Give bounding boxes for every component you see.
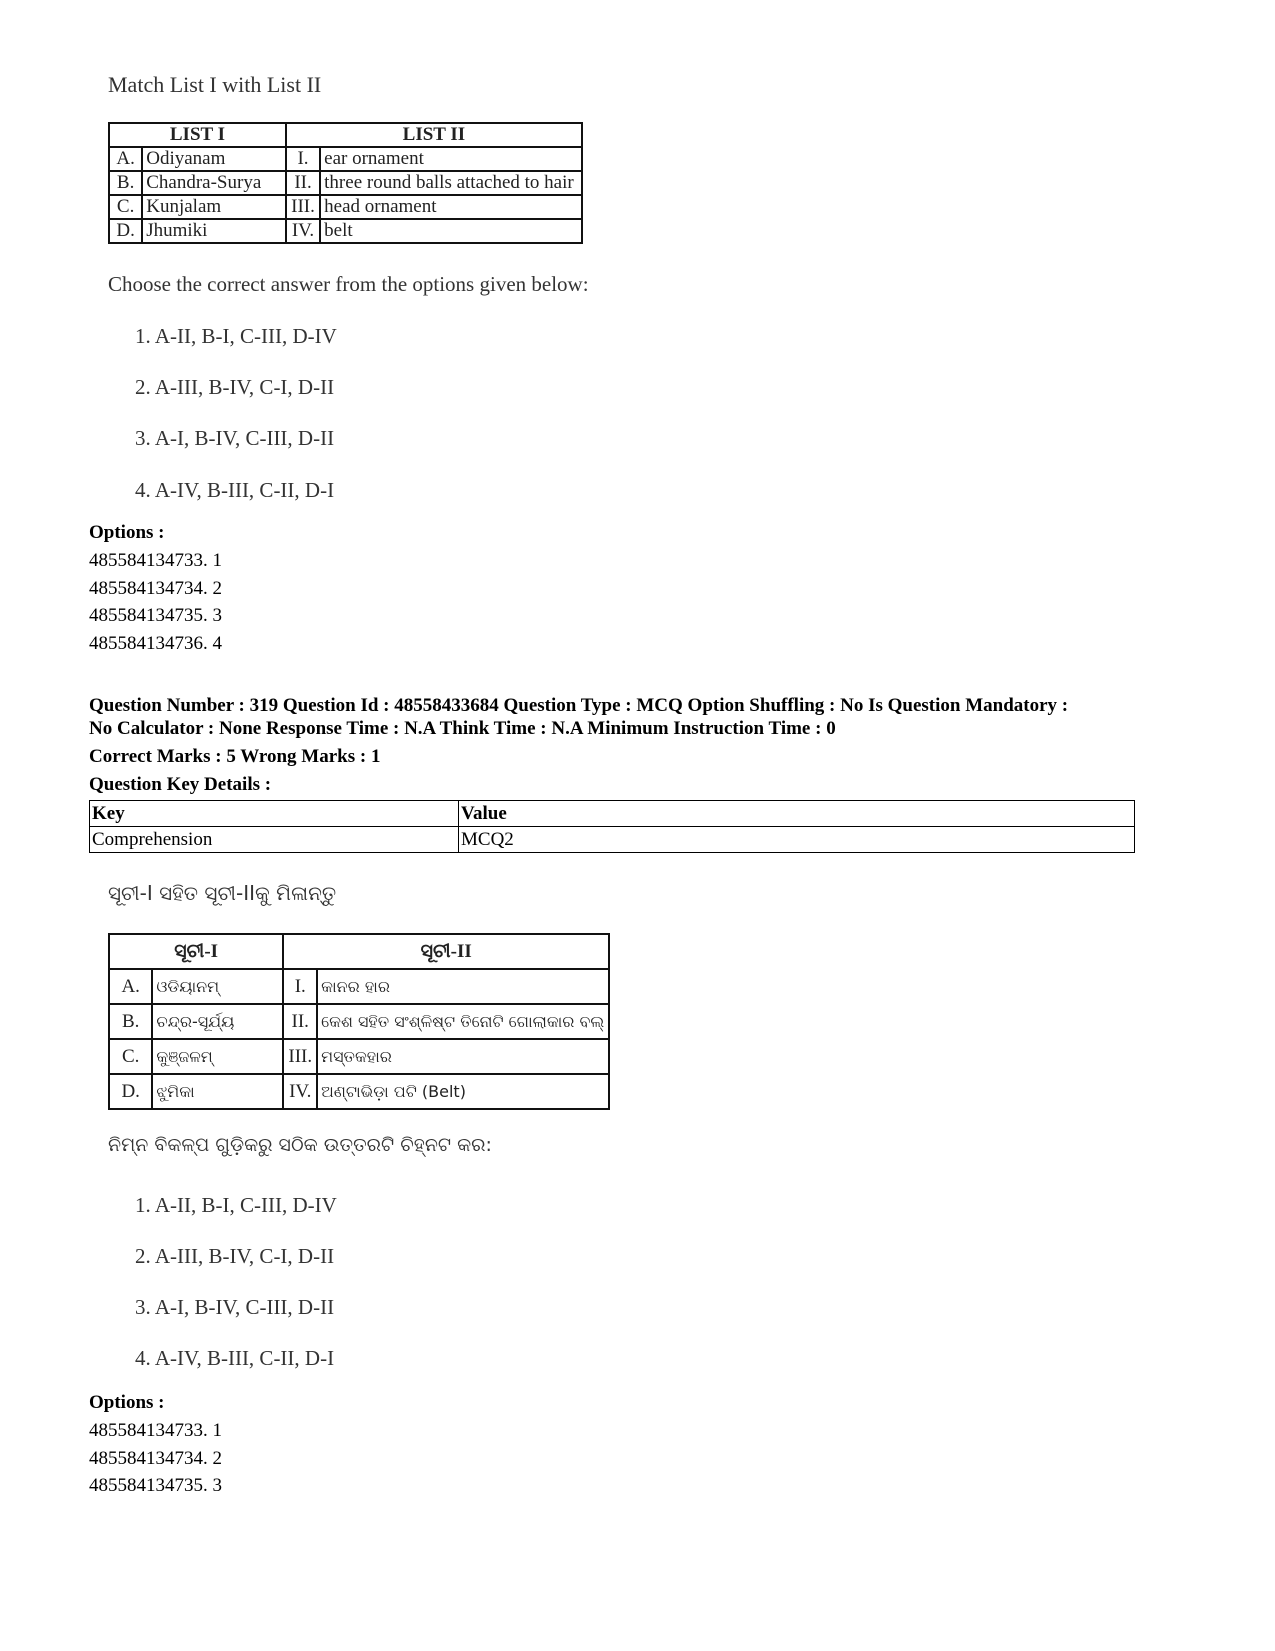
table-row: [90, 827, 1135, 853]
options-heading: Options :: [89, 522, 165, 543]
row-letter: A.: [109, 969, 152, 1004]
table-row: [109, 1074, 609, 1109]
row-numeral: II.: [286, 171, 320, 195]
list2-header: LIST II: [286, 123, 582, 147]
list2-item: belt: [320, 219, 582, 243]
answer-option: 1. A-II, B-I, C-III, D-IV: [135, 1193, 337, 1217]
list2-item: ମସ୍ତକହାର: [317, 1039, 609, 1074]
question-meta-line2: No Calculator : None Response Time : N.A Think Time : N.A Minimum Instruction Time : 0: [89, 718, 836, 739]
table-row: [109, 171, 582, 195]
row-numeral: IV.: [283, 1074, 317, 1109]
answer-option: 2. A-III, B-IV, C-I, D-II: [135, 375, 335, 399]
value-header: Value: [459, 801, 1135, 827]
question-image-odia: [108, 876, 708, 1386]
key-header: Key: [90, 801, 459, 827]
table-header-row: [90, 801, 1135, 827]
row-letter: C.: [109, 1039, 152, 1074]
options-heading: Options :: [89, 1392, 165, 1413]
list1-item: Odiyanam: [142, 147, 286, 171]
row-numeral: I.: [286, 147, 320, 171]
row-numeral: III.: [286, 195, 320, 219]
table-row: [109, 147, 582, 171]
option-item: 485584134735. 3: [89, 1475, 222, 1496]
question-image-english: [108, 72, 668, 512]
option-item: 485584134736. 4: [89, 633, 222, 654]
row-letter: D.: [109, 219, 142, 243]
question-meta-line1: Question Number : 319 Question Id : 48558433684 Question Type : MCQ Option Shuffling : No Is Question Mandatory :: [89, 695, 1069, 716]
option-item: 485584134734. 2: [89, 578, 222, 599]
match-table: [108, 933, 610, 1110]
option-item: 485584134733. 1: [89, 550, 222, 571]
answer-option: 4. A-IV, B-III, C-II, D-I: [135, 478, 335, 502]
key-value-table: [89, 800, 1135, 853]
answer-option: 1. A-II, B-I, C-III, D-IV: [135, 324, 337, 348]
list2-item: କେଶ ସହିତ ସଂଶ୍ଳିଷ୍ଟ ତିନୋଟି ଗୋଲାକାର ବଲ୍: [317, 1004, 609, 1039]
row-numeral: I.: [283, 969, 317, 1004]
key-details-heading: Question Key Details :: [89, 774, 272, 795]
row-letter: B.: [109, 1004, 152, 1039]
list1-header: ସୂଚୀ-I: [109, 934, 283, 969]
table-row: [109, 195, 582, 219]
row-letter: D.: [109, 1074, 152, 1109]
table-header-row: [109, 934, 609, 969]
row-letter: C.: [109, 195, 142, 219]
list1-header: LIST I: [109, 123, 286, 147]
value-cell: MCQ2: [459, 827, 1135, 853]
list1-item: ଝୁମିକା: [152, 1074, 283, 1109]
match-prompt: ସୂଚୀ-I ସହିତ ସୂଚୀ-IIକୁ ମିଳାନ୍ତୁ: [108, 881, 337, 905]
list1-item: Jhumiki: [142, 219, 286, 243]
row-letter: B.: [109, 171, 142, 195]
list2-header: ସୂଚୀ-II: [283, 934, 609, 969]
list1-item: Chandra-Surya: [142, 171, 286, 195]
key-cell: Comprehension: [90, 827, 459, 853]
match-table: [108, 122, 583, 244]
list1-item: ଚନ୍ଦ୍ର-ସୂର୍ଯ୍ୟ: [152, 1004, 283, 1039]
list2-item: କାନର ହାର: [317, 969, 609, 1004]
table-row: [109, 969, 609, 1004]
table-row: [109, 1039, 609, 1074]
marks-line: Correct Marks : 5 Wrong Marks : 1: [89, 746, 381, 767]
list2-item: head ornament: [320, 195, 582, 219]
list1-item: Kunjalam: [142, 195, 286, 219]
answer-option: 3. A-I, B-IV, C-III, D-II: [135, 426, 335, 450]
option-item: 485584134734. 2: [89, 1448, 222, 1469]
option-item: 485584134733. 1: [89, 1420, 222, 1441]
list1-item: କୁଞ୍ଜଳମ୍: [152, 1039, 283, 1074]
answer-option: 3. A-I, B-IV, C-III, D-II: [135, 1295, 335, 1319]
row-letter: A.: [109, 147, 142, 171]
choose-instruction: Choose the correct answer from the options given below:: [108, 272, 589, 296]
table-header-row: [109, 123, 582, 147]
option-item: 485584134735. 3: [89, 605, 222, 626]
list2-item: ear ornament: [320, 147, 582, 171]
row-numeral: II.: [283, 1004, 317, 1039]
answer-option: 2. A-III, B-IV, C-I, D-II: [135, 1244, 335, 1268]
row-numeral: IV.: [286, 219, 320, 243]
list1-item: ଓଡିୟାନମ୍: [152, 969, 283, 1004]
list2-item: ଅଣ୍ଟାଭିଡ଼ା ପଟି (Belt): [317, 1074, 609, 1109]
match-prompt: Match List I with List II: [108, 72, 322, 97]
table-row: [109, 219, 582, 243]
row-numeral: III.: [283, 1039, 317, 1074]
answer-option: 4. A-IV, B-III, C-II, D-I: [135, 1346, 335, 1370]
choose-instruction: ନିମ୍ନ ବିକଳ୍ପ ଗୁଡ଼ିକରୁ ସଠିକ ଉତ୍ତରଟି ଚିହ୍ନଟ କର:: [108, 1134, 492, 1156]
list2-item: three round balls attached to hair: [320, 171, 582, 195]
table-row: [109, 1004, 609, 1039]
